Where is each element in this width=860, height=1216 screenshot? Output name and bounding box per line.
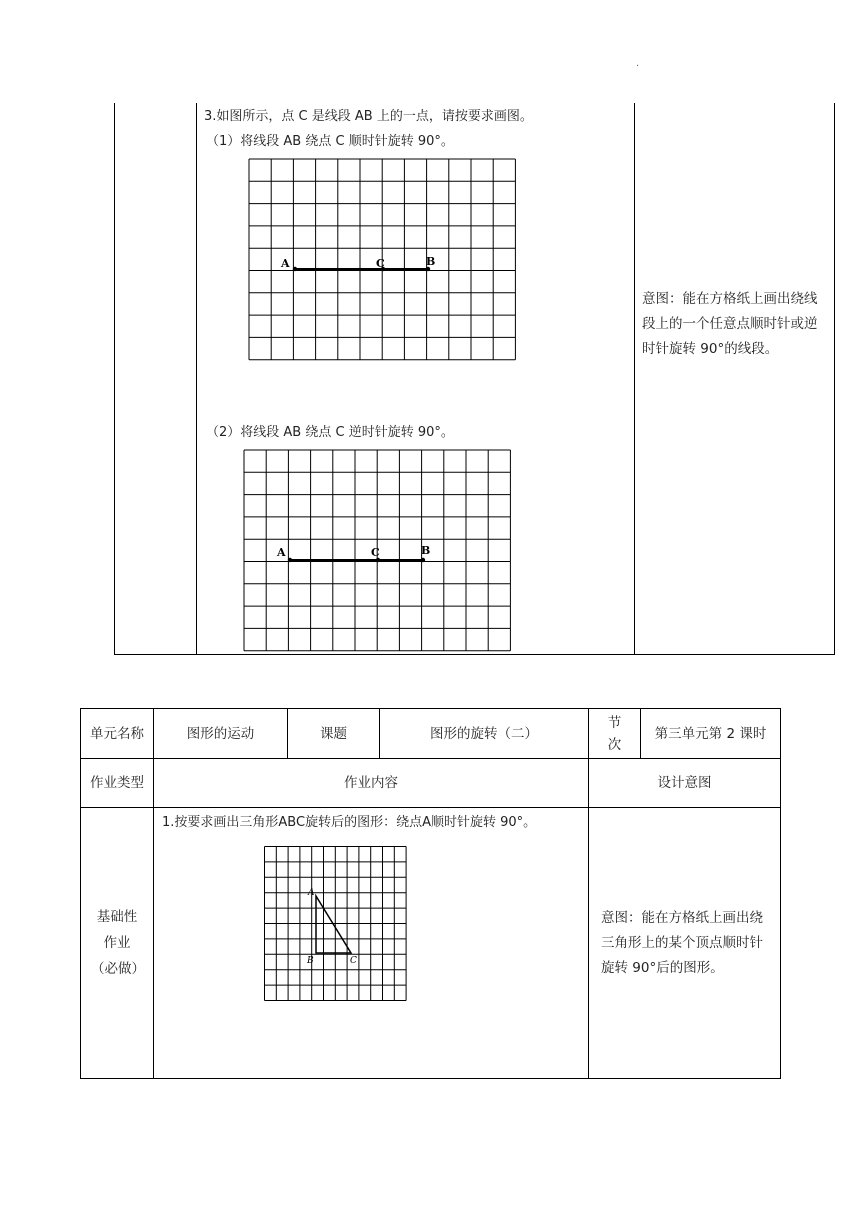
table-border-left <box>114 103 115 654</box>
question-3-part2: （2）将线段 AB 绕点 C 逆时针旋转 90°。 <box>206 425 454 440</box>
grid-figure-1 <box>245 157 520 363</box>
row-type-basic: 基础性作业（必做） <box>81 808 154 1079</box>
label-a-2: A <box>277 546 286 559</box>
type-header: 作业类型 <box>81 759 154 808</box>
label-c-2: C <box>371 546 380 559</box>
question-3-part1: （1）将线段 AB 绕点 C 顺时针旋转 90°。 <box>206 134 454 149</box>
table-border-col2 <box>634 103 635 654</box>
triangle-label-b: B <box>307 956 314 966</box>
triangle-label-c: C <box>350 956 357 966</box>
label-b-2: B <box>421 544 431 557</box>
label-a-1: A <box>281 257 290 270</box>
question-1-cell <box>154 808 589 1079</box>
question-1-text: 1.按要求画出三角形ABC旋转后的图形：绕点A顺时针旋转 90°。 <box>162 815 537 830</box>
design-intent-bottom: 意图：能在方格纸上画出绕三角形上的某个顶点顺时针旋转 90°后的图形。 <box>589 808 781 1079</box>
unit-name-value: 图形的运动 <box>154 709 288 759</box>
section-value: 第三单元第 2 课时 <box>641 709 781 759</box>
topic-label: 课题 <box>288 709 380 759</box>
page-dot: . <box>636 58 640 69</box>
label-c-1: C <box>376 257 385 270</box>
triangle-abc <box>316 896 351 953</box>
grid-figure-2 <box>242 448 517 654</box>
homework-table <box>80 708 781 1079</box>
intent-header: 设计意图 <box>589 759 781 808</box>
label-b-1: B <box>426 255 436 268</box>
design-intent-top: 意图：能在方格纸上画出绕线段上的一个任意点顺时针或逆时针旋转 90°的线段。 <box>642 291 818 357</box>
point-a-2 <box>288 558 292 562</box>
triangle-label-a: A <box>308 888 315 898</box>
table-border-right <box>834 103 835 654</box>
point-a-1 <box>293 267 297 271</box>
question-3-title: 3.如图所示，点 C 是线段 AB 上的一点，请按要求画图。 <box>204 109 533 124</box>
point-b-2 <box>421 558 425 562</box>
topic-value: 图形的旋转（二） <box>380 709 589 759</box>
table-border-bottom <box>114 654 835 655</box>
unit-name-label: 单元名称 <box>81 709 154 759</box>
content-header: 作业内容 <box>154 759 589 808</box>
triangle-grid <box>264 846 424 1016</box>
section-label: 节次 <box>589 709 641 759</box>
table-border-col1 <box>196 103 197 654</box>
